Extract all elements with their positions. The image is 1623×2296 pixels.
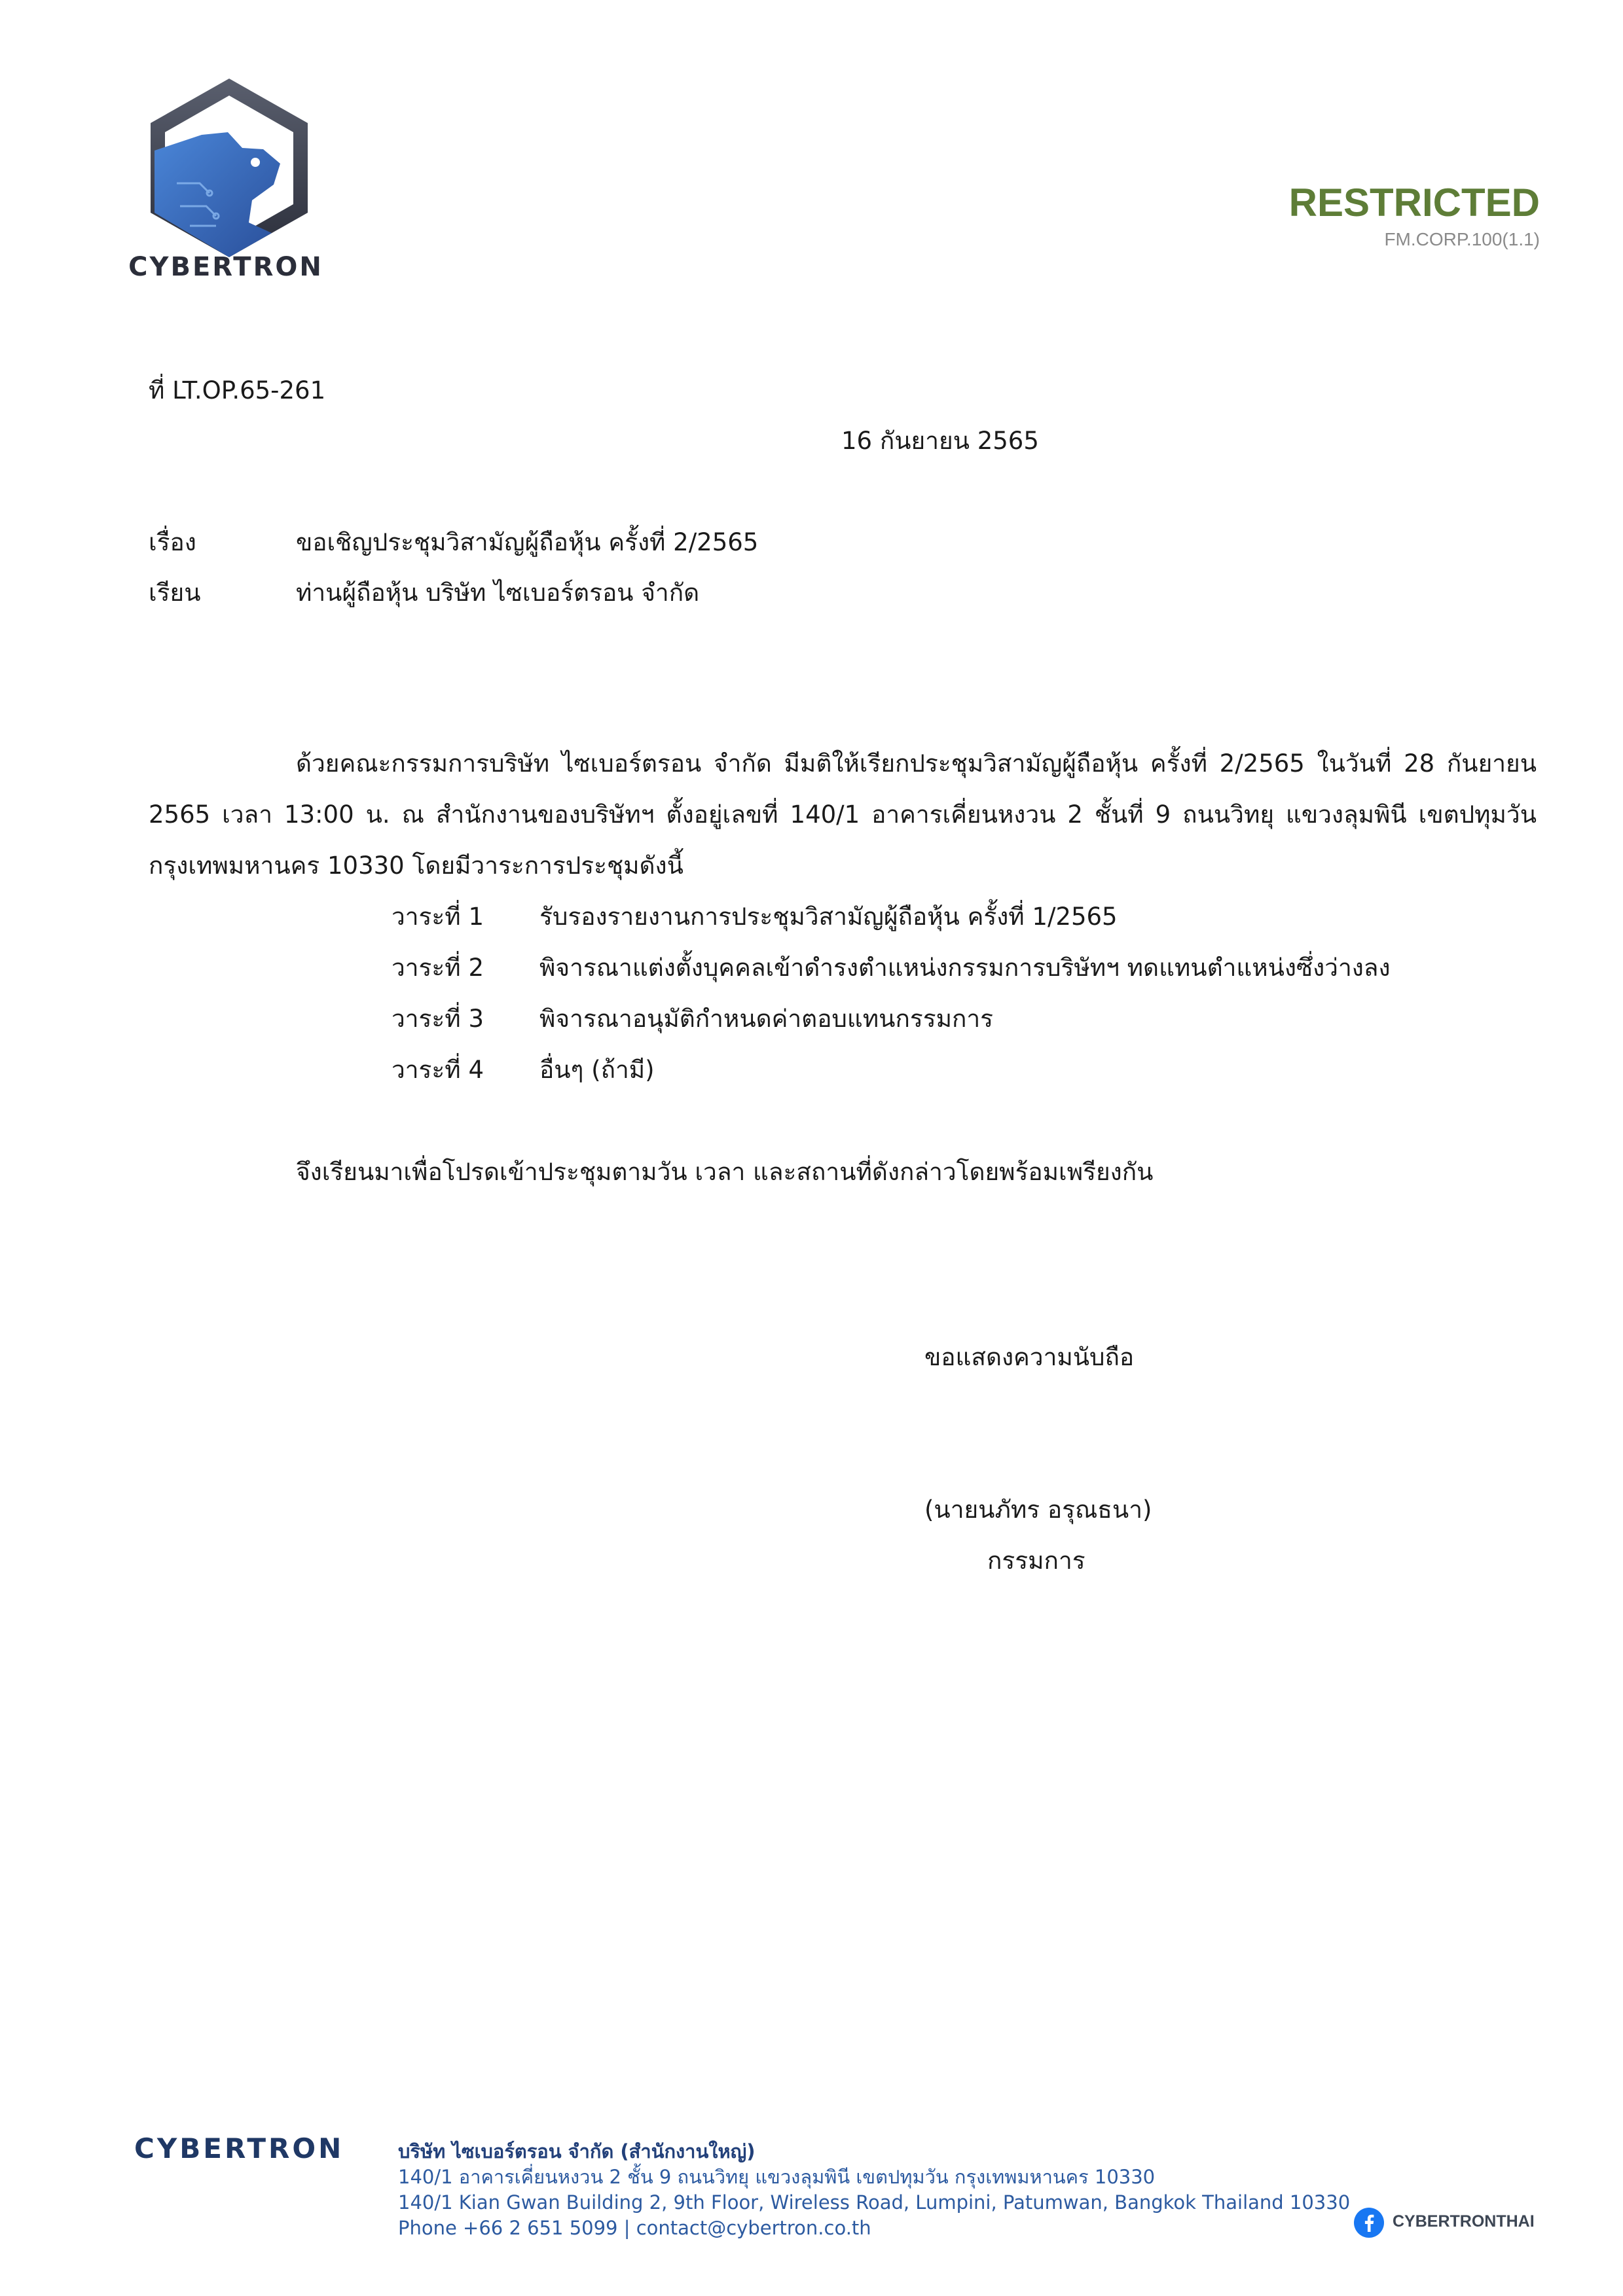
footer-address-block: [398, 2139, 1350, 2241]
footer-contact: Phone +66 2 651 5099 | contact@cybertron.co.th: [398, 2217, 871, 2239]
agenda-item: [392, 891, 1118, 942]
letter-date: 16 กันยายน 2565: [841, 427, 1039, 455]
facebook-icon[interactable]: [1353, 2207, 1385, 2238]
reference-number: ที่ LT.OP.65-261: [149, 376, 326, 404]
logo-wordmark: CYBERTRON: [128, 252, 323, 282]
to-label: เรียน: [149, 579, 201, 607]
body-text: ด้วยคณะกรรมการบริษัท ไซเบอร์ตรอน จำกัด มีมติให้เรียกประชุมวิสามัญผู้ถือหุ้น ครั้งที่ 2/2565 ในวันที่ 28 กันยายน 2565 เวลา 13:00 น. ณ สำนักงานของบริษัทฯ ตั้งอยู่เลขที่ 140/1 อาคารเคี่ยนหงวน 2 ชั้นที่ 9 ถนนวิทยุ แขวงลุมพินี เขตปทุมวัน กรุงเทพมหานคร 10330 โดยมีวาระการประชุมดังนี้: [149, 749, 1537, 880]
agenda-text: รับรองรายงานการประชุมวิสามัญผู้ถือหุ้น ครั้งที่ 1/2565: [539, 903, 1118, 931]
agenda-text: พิจารณาแต่งตั้งบุคคลเข้าดำรงตำแหน่งกรรมการบริษัทฯ ทดแทนตำแหน่งซึ่งว่างลง: [539, 954, 1391, 982]
closing-paragraph: จึงเรียนมาเพื่อโปรดเข้าประชุมตามวัน เวลา และสถานที่ดังกล่าวโดยพร้อมเพรียงกัน: [296, 1158, 1154, 1186]
form-code: FM.CORP.100(1.1): [1384, 229, 1540, 249]
agenda-number: วาระที่ 3: [392, 1005, 484, 1033]
agenda-text: พิจารณาอนุมัติกำหนดค่าตอบแทนกรรมการ: [539, 1005, 994, 1033]
salutation: ขอแสดงความนับถือ: [924, 1343, 1135, 1371]
agenda-number: วาระที่ 2: [392, 954, 484, 982]
signatory-title: กรรมการ: [987, 1547, 1085, 1575]
agenda-text: อื่นๆ (ถ้ามี): [539, 1056, 655, 1084]
agenda-item: [392, 942, 1391, 994]
agenda-number: วาระที่ 1: [392, 903, 484, 931]
body-paragraph: [149, 738, 1537, 891]
to-text: ท่านผู้ถือหุ้น บริษัท ไซเบอร์ตรอน จำกัด: [296, 579, 700, 607]
subject-label: เรื่อง: [149, 528, 196, 556]
agenda-item: [392, 1045, 655, 1096]
footer-address-en: 140/1 Kian Gwan Building 2, 9th Floor, Wireless Road, Lumpini, Patumwan, Bangkok Thailand 10330: [398, 2191, 1351, 2214]
signatory-name: (นายนภัทร อรุณธนา): [924, 1496, 1152, 1524]
subject-text: ขอเชิญประชุมวิสามัญผู้ถือหุ้น ครั้งที่ 2/2565: [296, 528, 759, 556]
agenda-item: [392, 994, 993, 1045]
footer-logo-wordmark: CYBERTRON: [134, 2132, 344, 2164]
footer-company-name: บริษัท ไซเบอร์ตรอน จำกัด (สำนักงานใหญ่): [398, 2140, 756, 2162]
social-handle[interactable]: CYBERTRONTHAI: [1393, 2212, 1535, 2231]
classification-label: RESTRICTED: [1288, 181, 1540, 224]
agenda-number: วาระที่ 4: [392, 1056, 484, 1084]
footer-address-th: 140/1 อาคารเคี่ยนหงวน 2 ชั้น 9 ถนนวิทยุ แขวงลุมพินี เขตปทุมวัน กรุงเทพมหานคร 10330: [398, 2166, 1156, 2188]
